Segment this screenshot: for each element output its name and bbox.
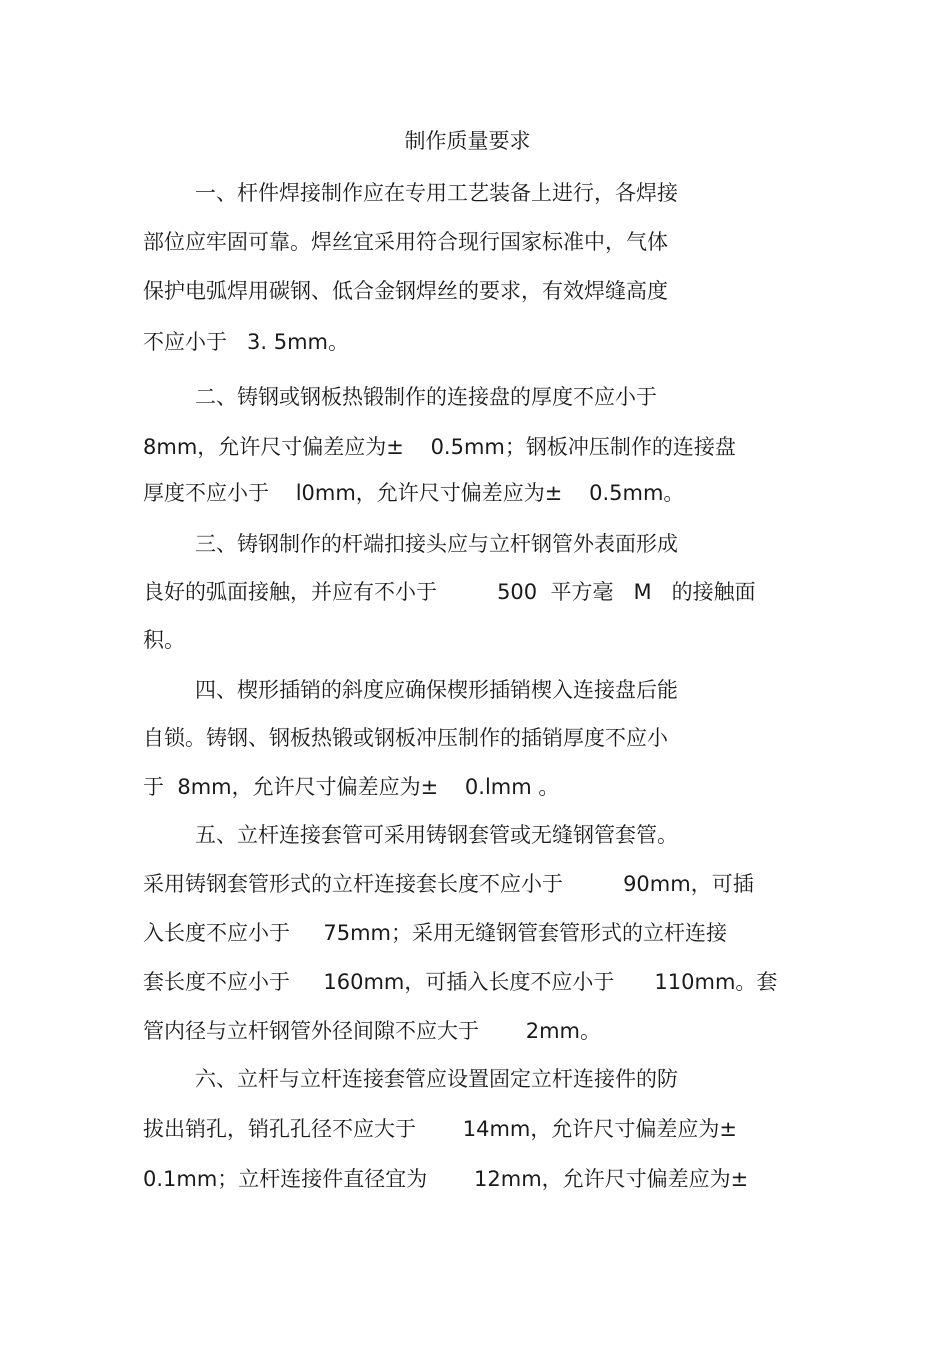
paragraph-line: 四、楔形插销的斜度应确保楔形插销楔入连接盘后能 bbox=[195, 678, 678, 702]
paragraph-line: 采用铸钢套管形式的立杆连接套长度不应小于 90mm，可插 bbox=[143, 872, 754, 896]
paragraph-line: 自锁。铸钢、钢板热锻或钢板冲压制作的插销厚度不应小 bbox=[143, 726, 668, 750]
paragraph-line: 良好的弧面接触，并应有不小于 500 平方毫 M 的接触面 bbox=[143, 580, 756, 604]
paragraph-line: 三、铸钢制作的杆端扣接头应与立杆钢管外表面形成 bbox=[195, 532, 678, 556]
paragraph-line: 五、立杆连接套管可采用铸钢套管或无缝钢管套管。 bbox=[195, 823, 678, 847]
paragraph-line: 于 8mm，允许尺寸偏差应为± 0.lmm 。 bbox=[143, 775, 560, 799]
paragraph-line: 厚度不应小于 l0mm，允许尺寸偏差应为± 0.5mm。 bbox=[143, 481, 685, 505]
paragraph-line: 8mm，允许尺寸偏差应为± 0.5mm；钢板冲压制作的连接盘 bbox=[143, 435, 736, 459]
paragraph-line: 保护电弧焊用碳钢、低合金钢焊丝的要求，有效焊缝高度 bbox=[143, 279, 668, 303]
paragraph-line: 积。 bbox=[143, 628, 185, 652]
paragraph-line: 管内径与立杆钢管外径间隙不应大于 2mm。 bbox=[143, 1019, 601, 1043]
paragraph-line: 二、铸钢或钢板热锻制作的连接盘的厚度不应小于 bbox=[195, 385, 657, 409]
paragraph-line: 部位应牢固可靠。焊丝宜采用符合现行国家标准中，气体 bbox=[143, 230, 668, 254]
paragraph-line: 一、杆件焊接制作应在专用工艺装备上进行，各焊接 bbox=[195, 181, 678, 205]
page-title: 制作质量要求 bbox=[404, 129, 531, 153]
paragraph-line: 六、立杆与立杆连接套管应设置固定立杆连接件的防 bbox=[195, 1067, 678, 1091]
paragraph-line: 拔出销孔，销孔孔径不应大于 14mm，允许尺寸偏差应为± bbox=[143, 1117, 737, 1141]
paragraph-line: 0.1mm；立杆连接件直径宜为 12mm，允许尺寸偏差应为± bbox=[143, 1167, 749, 1191]
paragraph-line: 入长度不应小于 75mm；采用无缝钢管套管形式的立杆连接 bbox=[143, 921, 728, 945]
paragraph-line: 不应小于 3. 5mm。 bbox=[143, 330, 350, 354]
paragraph-line: 套长度不应小于 160mm，可插入长度不应小于 110mm。套 bbox=[143, 970, 778, 994]
